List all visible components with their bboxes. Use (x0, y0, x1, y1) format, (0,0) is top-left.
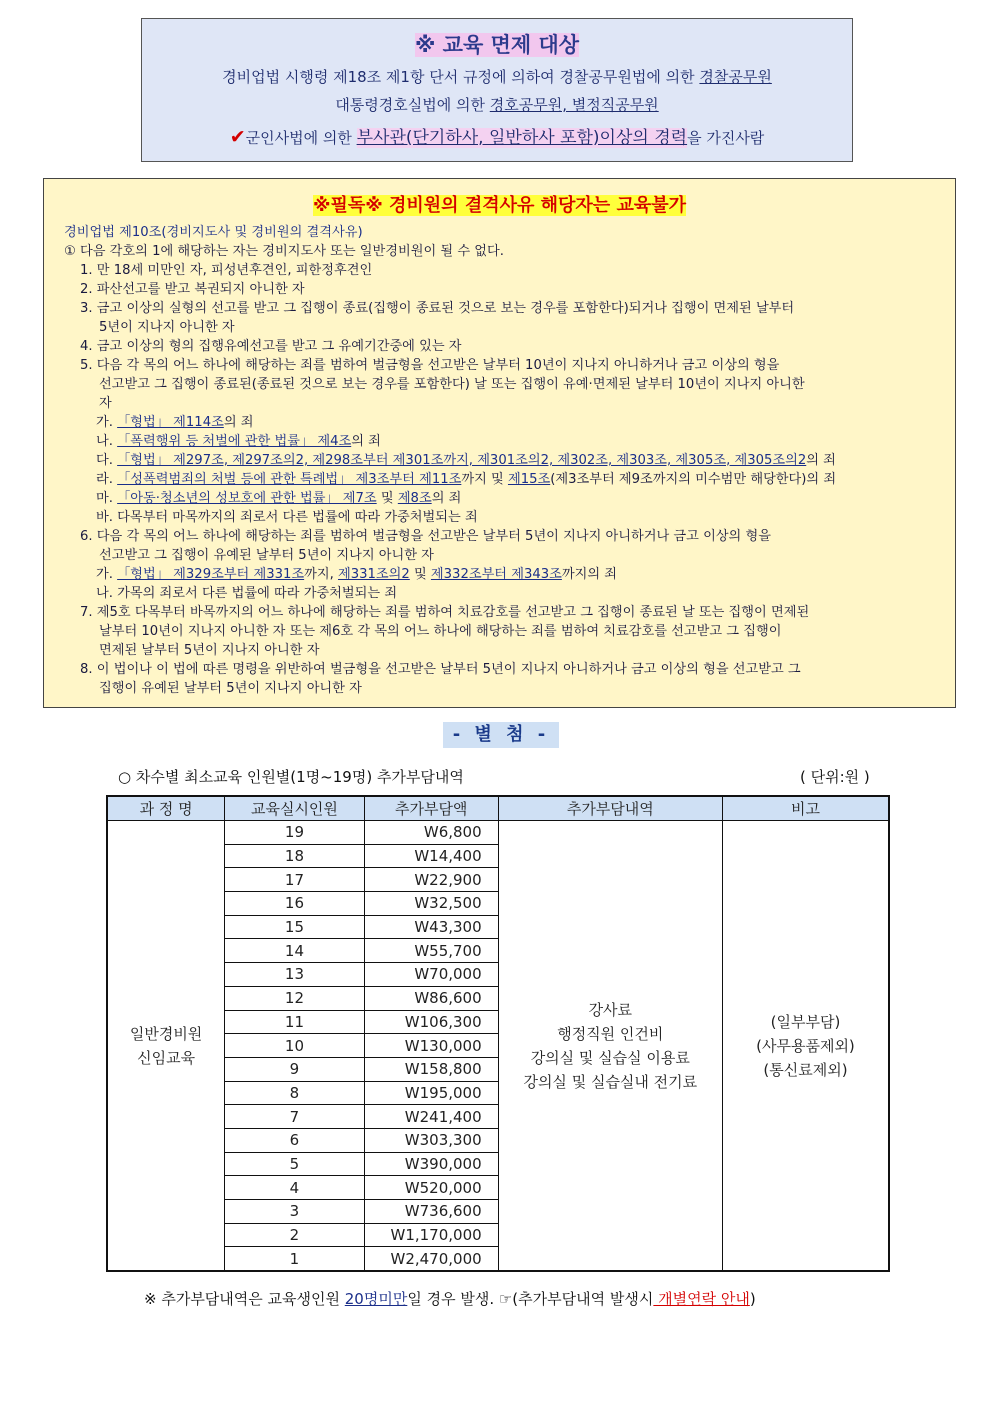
sub-item: 바. 다목부터 마목까지의 죄로서 다른 법률에 따라 가중처벌되는 죄 (96, 510, 478, 525)
sub-item: 가. 「형법」 제329조부터 제331조까지, 제331조의2 및 제332조부터 제343조까지의 죄 (96, 567, 618, 582)
course-name-line: 신임교육 (137, 1048, 196, 1067)
law-subhead: 경비업법 제10조(경비지도사 및 경비원의 결격사유) (64, 225, 363, 240)
sub-item: 다. 「형법」 제297조, 제297조의2, 제298조부터 제301조까지, 제301조의2, 제302조, 제303조, 제305조, 제305조의2의 죄 (96, 453, 836, 468)
amount-cell: W303,300 (364, 1128, 498, 1152)
header-amount: 추가부담액 (364, 796, 498, 821)
count-cell: 13 (225, 963, 365, 987)
table-header-row (107, 796, 889, 821)
footnote: ※ 추가부담내역은 교육생인원 20명미만일 경우 발생. ☞(추가부담내역 발생시 개별연락 안내) (144, 1290, 756, 1308)
amount-cell: W390,000 (364, 1152, 498, 1176)
count-cell: 11 (225, 1010, 365, 1034)
list-item: 6. 다음 각 목의 어느 하나에 해당하는 죄를 범하여 벌금형을 선고받은 날부터 5년이 지나지 아니하거나 금고 이상의 형을 (80, 529, 771, 544)
sub-item: 나. 가목의 죄로서 다른 법률에 따라 가중처벌되는 죄 (96, 586, 398, 601)
list-item: 1. 만 18세 미만인 자, 피성년후견인, 피한정후견인 (80, 263, 373, 278)
remarks-cell (722, 821, 889, 1272)
sub-item: 라. 「성폭력범죄의 처벌 등에 관한 특례법」 제3조부터 제11조까지 및 제15조(제3조부터 제9조까지의 미수범만 해당한다)의 죄 (96, 472, 837, 487)
count-cell: 12 (225, 986, 365, 1010)
amount-cell: W32,500 (364, 892, 498, 916)
amount-cell: W55,700 (364, 939, 498, 963)
count-cell: 15 (225, 915, 365, 939)
annex-title: - 별 첨 - (443, 722, 559, 748)
amount-cell: W195,000 (364, 1081, 498, 1105)
count-cell: 3 (225, 1200, 365, 1224)
list-item: 3. 금고 이상의 실형의 선고를 받고 그 집행이 종료(집행이 종료된 것으로 보는 경우를 포함한다)되거나 집행이 면제된 날부터 (80, 301, 795, 316)
amount-cell: W70,000 (364, 963, 498, 987)
list-item: 4. 금고 이상의 형의 집행유예선고를 받고 그 유예기간중에 있는 자 (80, 339, 462, 354)
list-item: 5. 다음 각 목의 어느 하나에 해당하는 죄를 범하여 벌금형을 선고받은 날부터 10년이 지나지 아니하거나 금고 이상의 형을 (80, 358, 780, 373)
amount-cell: W241,400 (364, 1105, 498, 1129)
table-row (107, 821, 889, 845)
count-cell: 14 (225, 939, 365, 963)
amount-cell: W86,600 (364, 986, 498, 1010)
list-item-cont: 날부터 10년이 지나지 아니한 자 또는 제6호 각 목의 어느 하나에 해당하는 죄를 범하여 치료감호를 선고받고 그 집행이 (99, 624, 782, 639)
unit-label: ( 단위:원 ) (800, 768, 870, 786)
header-remarks: 비고 (722, 796, 889, 821)
header-details: 추가부담내역 (498, 796, 722, 821)
fee-table (106, 795, 890, 1272)
checkmark-icon: ✔ (229, 126, 246, 148)
count-cell: 2 (225, 1223, 365, 1247)
exemption-box (141, 18, 853, 162)
amount-cell: W14,400 (364, 844, 498, 868)
count-cell: 4 (225, 1176, 365, 1200)
list-item-cont: 5년이 지나지 아니한 자 (99, 320, 235, 335)
list-item-cont: 자 (99, 396, 112, 411)
exemption-line-3: ✔군인사법에 의한 부사관(단기하사, 일반하사 포함)이상의 경력을 가진사람 (229, 126, 765, 148)
list-item-cont: 선고받고 그 집행이 유예된 날부터 5년이 지나지 아니한 자 (99, 548, 434, 563)
disqualification-title: ※필독※ 경비원의 결격사유 해당자는 교육불가 (312, 195, 687, 216)
count-cell: 6 (225, 1128, 365, 1152)
details-line: 행정직원 인건비 (557, 1024, 664, 1043)
count-cell: 5 (225, 1152, 365, 1176)
sub-item: 나. 「폭력행위 등 처벌에 관한 법률」 제4조의 죄 (96, 434, 381, 449)
list-item: 8. 이 법이나 이 법에 따른 명령을 위반하여 벌금형을 선고받은 날부터 5년이 지나지 아니하거나 금고 이상의 형을 선고받고 그 (80, 662, 801, 677)
exemption-line-1: 경비업법 시행령 제18조 제1항 단서 규정에 의하여 경찰공무원법에 의한 경찰공무원 (222, 68, 772, 86)
fee-caption: ○ 차수별 최소교육 인원별(1명~19명) 추가부담내역 (118, 768, 464, 786)
count-cell: 19 (225, 821, 365, 845)
amount-cell: W22,900 (364, 868, 498, 892)
count-cell: 7 (225, 1105, 365, 1129)
count-cell: 10 (225, 1034, 365, 1058)
list-item-cont: 집행이 유예된 날부터 5년이 지나지 아니한 자 (99, 681, 362, 696)
list-item-cont: 선고받고 그 집행이 종료된(종료된 것으로 보는 경우를 포함한다) 날 또는 집행이 유예·면제된 날부터 10년이 지나지 아니한 (99, 377, 805, 392)
remarks-line: (일부부담) (770, 1012, 841, 1031)
count-cell: 17 (225, 868, 365, 892)
count-cell: 9 (225, 1057, 365, 1081)
count-cell: 18 (225, 844, 365, 868)
list-item-cont: 면제된 날부터 5년이 지나지 아니한 자 (99, 643, 320, 658)
amount-cell: W130,000 (364, 1034, 498, 1058)
exemption-title: ※ 교육 면제 대상 (414, 33, 580, 57)
count-cell: 16 (225, 892, 365, 916)
amount-cell: W6,800 (364, 821, 498, 845)
remarks-line: (통신료제외) (763, 1060, 848, 1079)
count-cell: 1 (225, 1247, 365, 1271)
course-name-line: 일반경비원 (129, 1024, 203, 1043)
amount-cell: W158,800 (364, 1057, 498, 1081)
course-name-cell (107, 821, 225, 1272)
count-cell: 8 (225, 1081, 365, 1105)
remarks-line: (사무용품제외) (756, 1036, 855, 1055)
sub-item: 가. 「형법」 제114조의 죄 (96, 415, 254, 430)
details-line: 강사료 (588, 1000, 633, 1019)
amount-cell: W736,600 (364, 1200, 498, 1224)
intro-text: ① 다음 각호의 1에 해당하는 자는 경비지도사 또는 일반경비원이 될 수 없다. (64, 244, 504, 259)
amount-cell: W520,000 (364, 1176, 498, 1200)
details-cell (498, 821, 722, 1272)
details-line: 강의실 및 실습실 이용료 (530, 1048, 690, 1067)
disqualification-box (43, 178, 956, 708)
list-item: 2. 파산선고를 받고 복권되지 아니한 자 (80, 282, 305, 297)
disqualification-body (64, 223, 947, 698)
amount-cell: W2,470,000 (364, 1247, 498, 1271)
amount-cell: W43,300 (364, 915, 498, 939)
amount-cell: W1,170,000 (364, 1223, 498, 1247)
header-count: 교육실시인원 (225, 796, 365, 821)
exemption-line-2: 대통령경호실법에 의한 경호공무원, 별정직공무원 (335, 96, 659, 114)
header-course: 과 정 명 (107, 796, 225, 821)
amount-cell: W106,300 (364, 1010, 498, 1034)
list-item: 7. 제5호 다목부터 바목까지의 어느 하나에 해당하는 죄를 범하여 치료감호를 선고받고 그 집행이 종료된 날 또는 집행이 면제된 (80, 605, 810, 620)
sub-item: 마. 「아동·청소년의 성보호에 관한 법률」 제7조 및 제8조의 죄 (96, 491, 462, 506)
details-line: 강의실 및 실습실내 전기료 (523, 1072, 698, 1091)
